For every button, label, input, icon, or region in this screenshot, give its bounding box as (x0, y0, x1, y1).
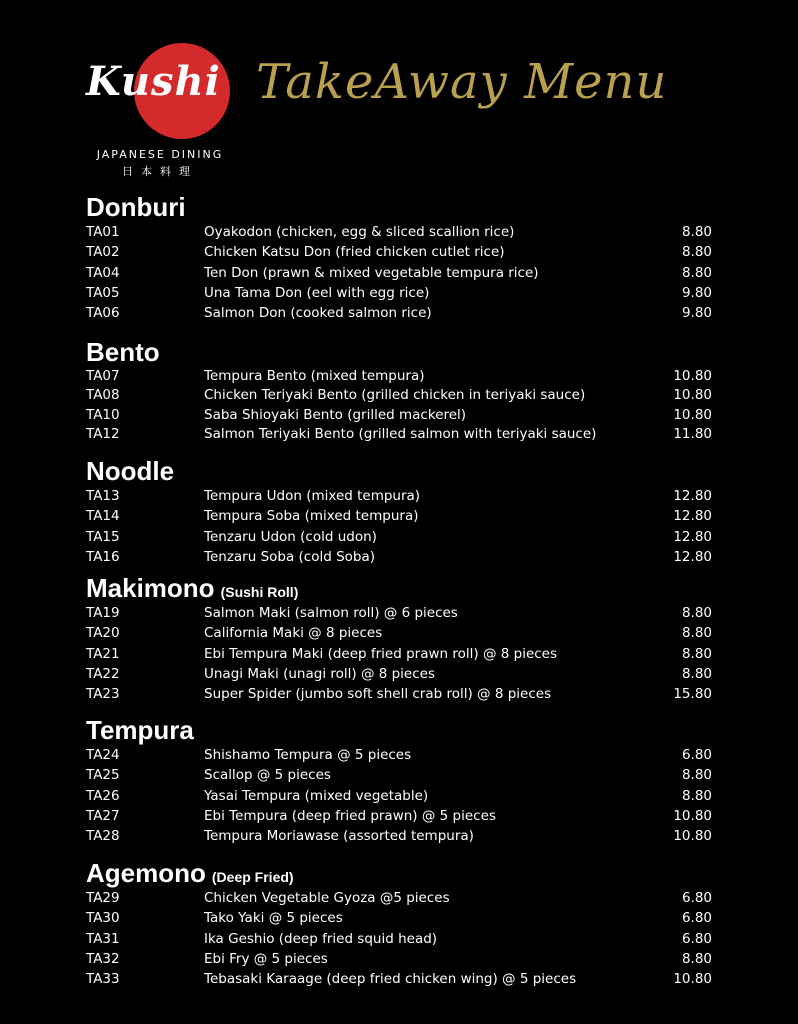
menu-item-row (86, 888, 712, 908)
item-description: Tebasaki Karaage (deep fried chicken wing) @ 5 pieces (204, 971, 577, 988)
item-price: 10.80 (673, 406, 712, 423)
item-description: Yasai Tempura (mixed vegetable) (204, 787, 429, 804)
menu-item-row (86, 623, 712, 643)
item-code: TA33 (86, 971, 120, 988)
item-description: Tempura Udon (mixed tempura) (204, 488, 421, 504)
item-code: TA07 (86, 368, 120, 384)
menu-item-row (86, 603, 712, 623)
item-price: 8.80 (681, 625, 712, 642)
section-title-text: Donburi (86, 192, 186, 222)
item-code: TA04 (86, 264, 120, 281)
menu-item-row (86, 806, 712, 826)
item-price: 8.80 (681, 665, 712, 682)
section-subtitle: (Sushi Roll) (220, 584, 299, 600)
item-description: Chicken Teriyaki Bento (grilled chicken in teriyaki sauce) (204, 387, 586, 404)
menu-item-row (86, 386, 712, 405)
section-subtitle: (Deep Fried) (211, 869, 294, 885)
menu-item-row (86, 929, 712, 949)
item-price: 12.80 (673, 508, 712, 525)
menu-item-row (86, 303, 712, 323)
item-code: TA08 (86, 387, 120, 404)
item-price: 12.80 (673, 528, 712, 545)
kushi-logo (84, 40, 234, 180)
item-description: Tempura Moriawase (assorted tempura) (204, 828, 474, 845)
menu-section (86, 337, 712, 444)
item-price: 11.80 (673, 425, 712, 442)
item-description: Unagi Maki (unagi roll) @ 8 pieces (204, 665, 435, 682)
section-title (86, 858, 712, 888)
item-code: TA23 (86, 686, 120, 703)
section-title-text: Noodle (86, 456, 175, 486)
menu-item-row (86, 425, 712, 444)
section-title (86, 456, 712, 486)
logo-brand: Kushi (86, 58, 221, 105)
item-code: TA06 (86, 305, 120, 322)
item-description: Tenzaru Udon (cold udon) (204, 528, 377, 545)
item-code: TA21 (86, 645, 120, 662)
item-code: TA22 (86, 665, 120, 682)
logo-kanji: 日本料理 (122, 165, 198, 178)
item-code: TA15 (86, 528, 120, 545)
section-title-text: Agemono (86, 858, 206, 888)
item-description: Super Spider (jumbo soft shell crab roll) @ 8 pieces (204, 686, 552, 703)
item-price: 10.80 (673, 971, 712, 988)
item-description: Una Tama Don (eel with egg rice) (204, 284, 430, 301)
item-price: 6.80 (681, 747, 712, 763)
menu-item-row (86, 745, 712, 765)
menu-item-row (86, 664, 712, 684)
item-price: 8.80 (681, 264, 712, 281)
section-title-text: Bento (86, 337, 160, 367)
item-price: 8.80 (681, 224, 712, 240)
section-title-text: Tempura (86, 715, 194, 745)
item-price: 10.80 (673, 387, 712, 404)
item-code: TA01 (86, 224, 120, 240)
item-price: 12.80 (673, 548, 712, 565)
section-title (86, 715, 712, 745)
menu-section (86, 858, 712, 989)
item-price: 6.80 (681, 890, 712, 906)
item-code: TA20 (86, 625, 120, 642)
item-code: TA24 (86, 747, 120, 763)
section-title (86, 337, 712, 367)
item-code: TA28 (86, 828, 120, 845)
item-price: 8.80 (681, 950, 712, 967)
menu-item-row (86, 786, 712, 806)
item-description: Chicken Katsu Don (fried chicken cutlet rice) (204, 244, 505, 261)
section-title (86, 573, 712, 603)
item-price: 10.80 (673, 807, 712, 824)
item-price: 8.80 (681, 244, 712, 261)
item-code: TA12 (86, 425, 120, 442)
menu-item-row (86, 644, 712, 664)
item-price: 10.80 (673, 368, 712, 384)
item-price: 6.80 (681, 930, 712, 947)
item-price: 8.80 (681, 787, 712, 804)
section-title-text: Makimono (86, 573, 215, 603)
item-code: TA10 (86, 406, 120, 423)
item-description: Tempura Bento (mixed tempura) (204, 368, 425, 384)
item-description: Tako Yaki @ 5 pieces (204, 910, 343, 927)
item-description: Ten Don (prawn & mixed vegetable tempura rice) (204, 264, 539, 281)
item-code: TA14 (86, 508, 120, 525)
item-code: TA19 (86, 605, 120, 621)
item-description: Shishamo Tempura @ 5 pieces (204, 747, 412, 763)
menu-item-row (86, 506, 712, 526)
menu-item-row (86, 826, 712, 846)
item-description: Ebi Tempura Maki (deep fried prawn roll) @ 8 pieces (204, 645, 558, 662)
item-price: 9.80 (681, 305, 712, 322)
item-description: Ebi Fry @ 5 pieces (204, 950, 328, 967)
menu-section (86, 192, 712, 323)
item-price: 8.80 (681, 645, 712, 662)
page-title: TakeAway Menu (256, 54, 668, 110)
menu-item-row (86, 949, 712, 969)
item-description: Ebi Tempura (deep fried prawn) @ 5 pieces (204, 807, 496, 824)
item-description: Salmon Teriyaki Bento (grilled salmon with teriyaki sauce) (204, 425, 597, 442)
item-code: TA05 (86, 284, 120, 301)
menu-item-row (86, 969, 712, 989)
item-price: 6.80 (681, 910, 712, 927)
item-code: TA02 (86, 244, 120, 261)
menu-item-row (86, 908, 712, 928)
item-description: Oyakodon (chicken, egg & sliced scallion rice) (204, 224, 515, 240)
item-description: Ika Geshio (deep fried squid head) (204, 930, 438, 947)
section-title (86, 192, 712, 222)
menu-item-row (86, 486, 712, 506)
item-description: Tempura Soba (mixed tempura) (204, 508, 419, 525)
menu-item-row (86, 283, 712, 303)
item-code: TA32 (86, 950, 120, 967)
menu-item-row (86, 242, 712, 262)
menu-item-row (86, 765, 712, 785)
item-description: Salmon Maki (salmon roll) @ 6 pieces (204, 605, 458, 621)
item-code: TA26 (86, 787, 120, 804)
item-code: TA13 (86, 488, 120, 504)
item-code: TA25 (86, 767, 120, 784)
menu-item-row (86, 527, 712, 547)
menu-item-row (86, 547, 712, 567)
item-description: Salmon Don (cooked salmon rice) (204, 305, 432, 322)
item-price: 9.80 (681, 284, 712, 301)
item-description: Scallop @ 5 pieces (204, 767, 331, 784)
item-code: TA29 (86, 890, 120, 906)
item-description: Saba Shioyaki Bento (grilled mackerel) (204, 406, 467, 423)
item-price: 12.80 (673, 488, 712, 504)
menu-item-row (86, 406, 712, 425)
item-code: TA30 (86, 910, 120, 927)
menu-item-row (86, 263, 712, 283)
item-price: 8.80 (681, 605, 712, 621)
menu-section (86, 456, 712, 567)
item-code: TA16 (86, 548, 120, 565)
item-price: 10.80 (673, 828, 712, 845)
menu-item-row (86, 222, 712, 242)
item-code: TA31 (86, 930, 120, 947)
item-price: 15.80 (673, 686, 712, 703)
menu-section (86, 573, 712, 704)
item-price: 8.80 (681, 767, 712, 784)
item-code: TA27 (86, 807, 120, 824)
menu-item-row (86, 684, 712, 704)
item-description: Tenzaru Soba (cold Soba) (204, 548, 376, 565)
menu-section (86, 715, 712, 846)
menu-item-row (86, 367, 712, 386)
item-description: Chicken Vegetable Gyoza @5 pieces (204, 890, 450, 906)
item-description: California Maki @ 8 pieces (204, 625, 383, 642)
logo-subtitle: JAPANESE DINING (96, 148, 224, 161)
